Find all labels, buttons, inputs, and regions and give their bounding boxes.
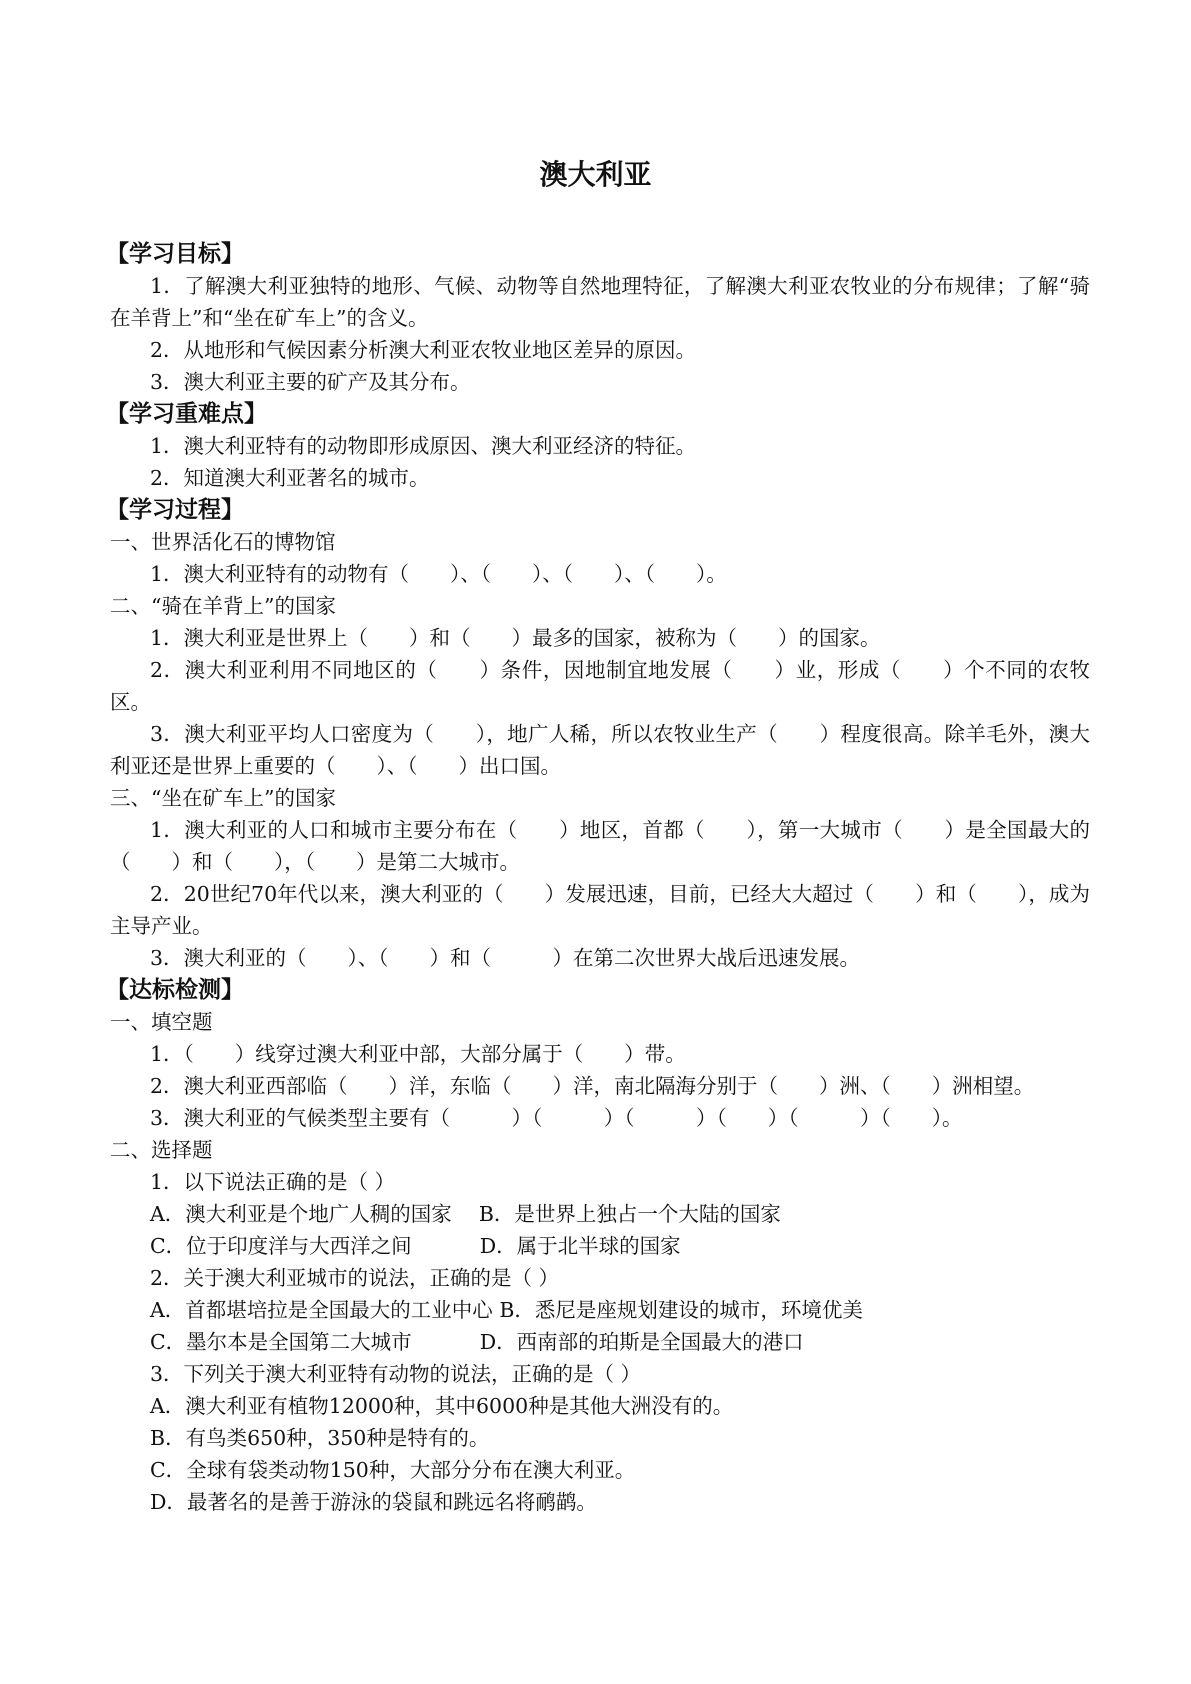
goal-item-3: 3．澳大利亚主要的矿产及其分布。 xyxy=(150,370,471,394)
question-sheep-2: 2．澳大利亚利用不同地区的（ ）条件，因地制宜地发展（ ）业，形成（ ）个不同的农牧区。 xyxy=(110,658,1090,714)
goal-item-1: 1．了解澳大利亚独特的地形、气候、动物等自然地理特征，了解澳大利亚农牧业的分布规律；了解“骑在羊背上”和“坐在矿车上”的含义。 xyxy=(110,274,1090,330)
fill-question-2: 2．澳大利亚西部临（ ）洋，东临（ ）洋，南北隔海分别于（ ）洲、（ ）洲相望。 xyxy=(150,1074,1035,1098)
key-point-2: 2．知道澳大利亚著名的城市。 xyxy=(150,466,430,490)
goal-item-2: 2．从地形和气候因素分析澳大利亚农牧业地区差异的原因。 xyxy=(150,338,697,362)
choice-line: A．澳大利亚是个地广人稠的国家 B．是世界上独占一个大陆的国家 xyxy=(150,1202,781,1226)
key-point-1: 1．澳大利亚特有的动物即形成原因、澳大利亚经济的特征。 xyxy=(150,434,697,458)
choice-line: 1．以下说法正确的是（ ） xyxy=(150,1170,396,1194)
choice-line: 3．下列关于澳大利亚特有动物的说法，正确的是（ ） xyxy=(150,1362,642,1386)
worksheet-content xyxy=(106,238,1090,1518)
section-title-living-fossils: 一、世界活化石的博物馆 xyxy=(110,530,336,554)
choice-line: A．澳大利亚有植物12000种，其中6000种是其他大洲没有的。 xyxy=(150,1394,734,1418)
section-title-mining: 三、“坐在矿车上”的国家 xyxy=(110,786,336,810)
question-sheep-1: 1．澳大利亚是世界上（ ）和（ ）最多的国家，被称为（ ）的国家。 xyxy=(150,626,881,650)
choice-line: C．全球有袋类动物150种，大部分分布在澳大利亚。 xyxy=(150,1458,636,1482)
question-sheep-3: 3．澳大利亚平均人口密度为（ ），地广人稀，所以农牧业生产（ ）程度很高。除羊毛外，澳大利亚还是世界上重要的（ ）、（ ）出口国。 xyxy=(110,722,1090,778)
section-title-sheep: 二、“骑在羊背上”的国家 xyxy=(110,594,336,618)
question-animals: 1．澳大利亚特有的动物有（ ）、（ ）、（ ）、（ ）。 xyxy=(150,562,727,586)
question-mining-1: 1．澳大利亚的人口和城市主要分布在（ ）地区，首都（ ），第一大城市（ ）是全国最大的（ ）和（ ），（ ）是第二大城市。 xyxy=(110,818,1090,874)
heading-learning-process: 【学习过程】 xyxy=(106,497,244,523)
question-mining-3: 3．澳大利亚的（ ）、（ ）和（ ）在第二次世界大战后迅速发展。 xyxy=(150,946,861,970)
choice-line: 2．关于澳大利亚城市的说法，正确的是（ ） xyxy=(150,1266,560,1290)
question-mining-2: 2．20世纪70年代以来，澳大利亚的（ ）发展迅速，目前，已经大大超过（ ）和（ ），成为主导产业。 xyxy=(110,882,1090,938)
choice-line: A．首都堪培拉是全国最大的工业中心 B．悉尼是座规划建设的城市，环境优美 xyxy=(150,1298,863,1322)
fill-question-3: 3．澳大利亚的气候类型主要有（ ）（ ）（ ）（ ）（ ）（ ）。 xyxy=(150,1106,963,1130)
choice-line: C．位于印度洋与大西洋之间 D．属于北半球的国家 xyxy=(150,1234,681,1258)
heading-test: 【达标检测】 xyxy=(106,977,244,1003)
choice-line: B．有鸟类650种，350种是特有的。 xyxy=(150,1426,490,1450)
fill-question-1: 1．（ ）线穿过澳大利亚中部，大部分属于（ ）带。 xyxy=(150,1042,686,1066)
page-title: 澳大利亚 xyxy=(539,158,652,191)
heading-key-points: 【学习重难点】 xyxy=(106,401,267,427)
fill-blank-title: 一、填空题 xyxy=(110,1010,213,1034)
choice-line: D．最著名的是善于游泳的袋鼠和跳远名将鸸鹋。 xyxy=(150,1490,597,1514)
heading-learning-goals: 【学习目标】 xyxy=(106,241,244,267)
choice-line: C．墨尔本是全国第二大城市 D．西南部的珀斯是全国最大的港口 xyxy=(150,1330,804,1354)
choice-title: 二、选择题 xyxy=(110,1138,213,1162)
